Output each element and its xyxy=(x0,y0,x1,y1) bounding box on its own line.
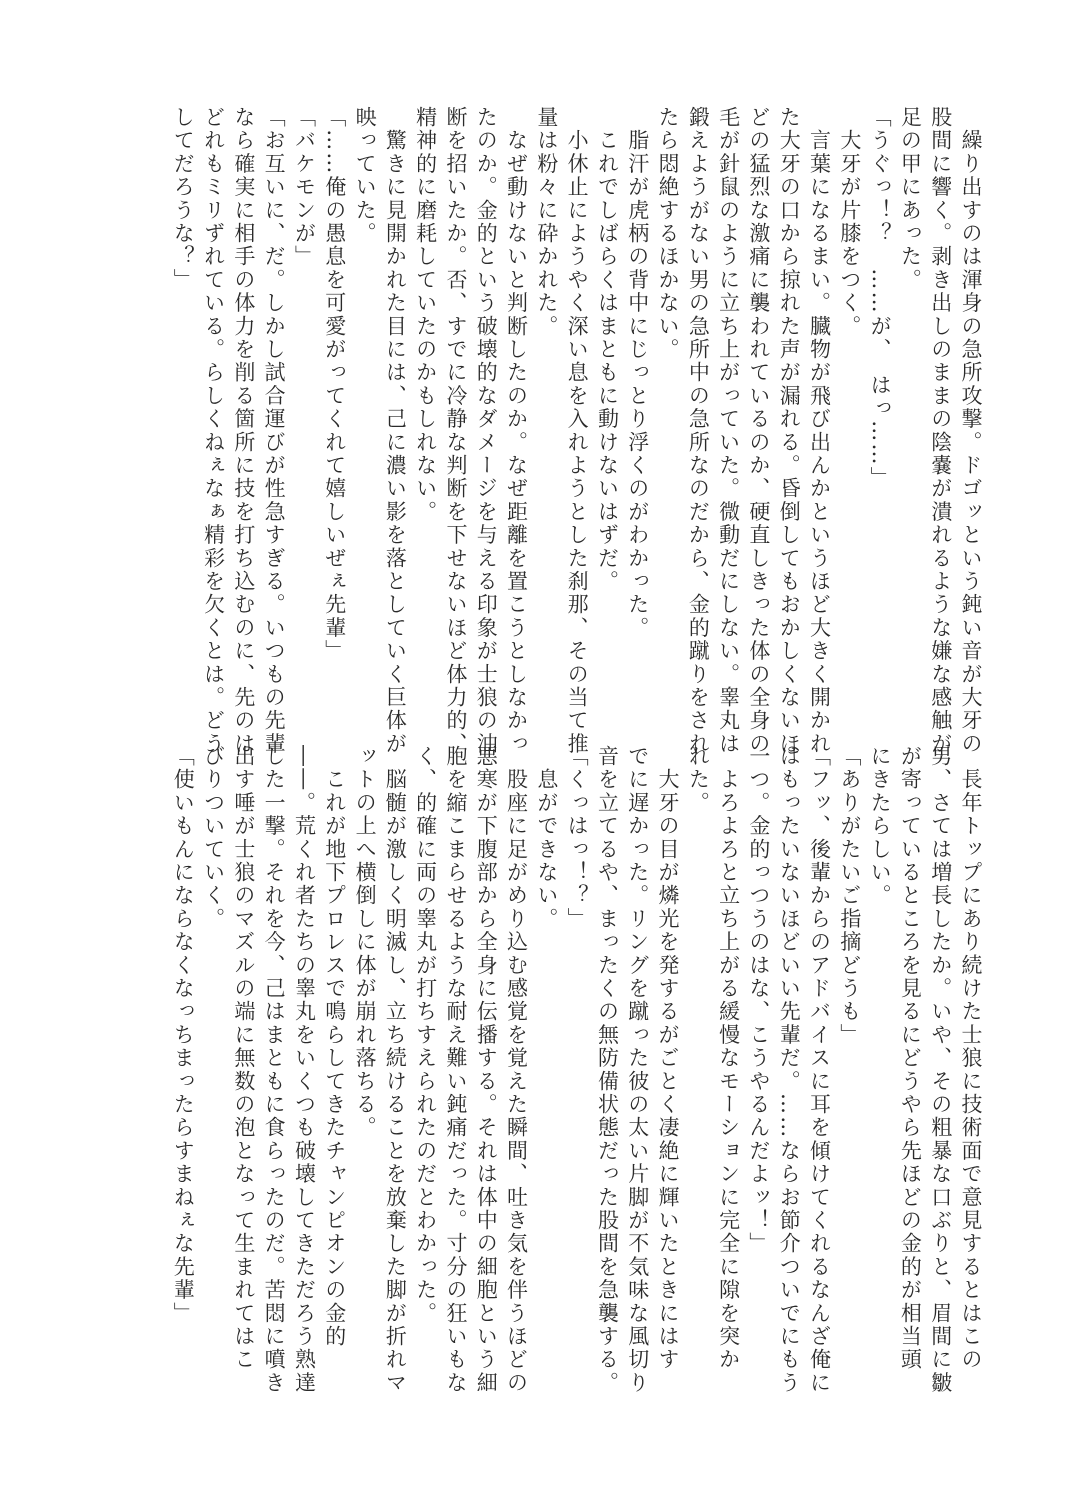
text-line: 一つ。金的っつうのはな、こうやるんだよッ！」 xyxy=(746,745,771,1256)
text-line: にきたらしい。 xyxy=(868,745,893,908)
text-line: 脳髄が激しく明滅し、立ち続けることを放棄した脚が折れマ xyxy=(383,745,408,1395)
text-line: 悪寒が下腹部から全身に伝播する。それは体中の細胞という細 xyxy=(474,745,499,1395)
text-line: 断を招いたか。否、すでに冷静な判断を下せないほど体力的、 xyxy=(443,106,468,756)
text-line: 「くっはっ！？」 xyxy=(565,745,590,931)
text-line: 鍛えようがない男の急所中の急所なのだから、金的蹴りをされ xyxy=(686,106,711,756)
text-line: が寄っているところを見るにどうやら先ほどの金的が相当頭 xyxy=(898,745,923,1372)
text-line: 音を立てるや、まったくの無防備状態だった股間を急襲する。 xyxy=(595,745,620,1395)
text-line: 長年トップにあり続けた士狼に技術面で意見するとはこの xyxy=(959,745,983,1372)
text-block-top xyxy=(168,106,986,756)
text-line: 驚きに見開かれた目には、己に濃い影を落としていく巨体が xyxy=(383,106,408,756)
text-line: よろよろと立ち上がる緩慢なモーションに完全に隙を突か xyxy=(716,745,741,1372)
text-line: 言葉になるまい。臓物が飛び出んかというほど大きく開かれ xyxy=(807,106,832,756)
text-line: 小休止にようやく深い息を入れようとした刹那、その当て推 xyxy=(565,106,590,756)
text-line: なぜ動けないと判断したのか。なぜ距離を置こうとしなかっ xyxy=(504,106,529,756)
text-line: なら確実に相手の体力を削る箇所に技を打ち込むのに、先のは xyxy=(231,106,256,756)
text-line: 映っていた。 xyxy=(353,106,378,246)
text-line: 量は粉々に砕かれた。 xyxy=(534,106,559,338)
text-line: 「バケモンが」 xyxy=(292,106,317,269)
text-line: してだろうな？」 xyxy=(171,106,196,292)
text-line: たのか。金的という破壊的なダメージを与える印象が士狼の油 xyxy=(474,106,499,756)
text-line: した一撃。それを今、己はまともに食らったのだ。苦悶に噴き xyxy=(262,745,287,1395)
text-line: 「うぐっ！？ ……が、 はっ……」 xyxy=(868,106,893,490)
text-line: たら悶絶するほかない。 xyxy=(656,106,681,362)
text-block-bottom xyxy=(168,745,986,1395)
text-line: 繰り出すのは渾身の急所攻撃。ドゴッという鈍い音が大牙の xyxy=(959,106,983,756)
text-line: どれもミリずれている。らしくねぇなぁ精彩を欠くとは。どう xyxy=(201,106,226,756)
text-line: た大牙の口から掠れた声が漏れる。昏倒してもおかしくないほ xyxy=(777,106,802,756)
text-line: 胞を縮こまらせるような耐え難い鈍痛だった。寸分の狂いもな xyxy=(443,745,468,1395)
text-line: でに遅かった。リングを蹴った彼の太い片脚が不気味な風切り xyxy=(625,745,650,1395)
text-line: 脂汗が虎柄の背中にじっとり浮くのがわかった。 xyxy=(625,106,650,640)
text-line: これが地下プロレスで鳴らしてきたチャンピオンの金的 xyxy=(322,745,347,1349)
text-line: 精神的に磨耗していたのかもしれない。 xyxy=(413,106,438,524)
text-line: 大牙の目が燐光を発するがごとく凄絶に輝いたときにはす xyxy=(656,745,681,1372)
text-line: れた。 xyxy=(686,745,711,815)
text-line: 毛が針鼠のように立ち上がっていた。微動だにしない。睾丸は xyxy=(716,106,741,756)
text-line: 「お互いに、だ。しかし試合運びが性急すぎる。いつもの先輩 xyxy=(262,106,287,756)
text-line: 「フッ、後輩からのアドバイスに耳を傾けてくれるなんざ俺に xyxy=(807,745,832,1395)
text-line: 股間に響く。剥き出しのままの陰嚢が潰れるような嫌な感触が xyxy=(928,106,953,756)
text-line: これでしばらくはまともに動けないはずだ。 xyxy=(595,106,620,594)
text-line: はもったいないほどいい先輩だ。……ならお節介ついでにもう xyxy=(777,745,802,1395)
text-line: 男、さては増長したか。いや、その粗暴な口ぶりと、眉間に皺 xyxy=(928,745,953,1395)
text-line: ――。荒くれ者たちの睾丸をいくつも破壊してきただろう熟達 xyxy=(292,745,317,1395)
text-line: どの猛烈な激痛に襲われているのか、硬直しきった体の全身の xyxy=(746,106,771,756)
text-line: 足の甲にあった。 xyxy=(898,106,923,292)
text-line: 「ありがたいご指摘どうも」 xyxy=(837,745,862,1047)
text-line: びりついていく。 xyxy=(201,745,226,931)
text-line: 息ができない。 xyxy=(534,745,559,931)
text-line: 股座に足がめり込む感覚を覚えた瞬間、吐き気を伴うほどの xyxy=(504,745,529,1395)
text-line: 出す唾が士狼のマズルの端に無数の泡となって生まれてはこ xyxy=(231,745,256,1372)
text-line: く、的確に両の睾丸が打ちすえられたのだとわかった。 xyxy=(413,745,438,1325)
text-line: 「……俺の愚息を可愛がってくれて嬉しいぜぇ先輩」 xyxy=(322,106,347,663)
text-line: 大牙が片膝をつく。 xyxy=(837,106,862,338)
text-line: 「使いもんにならなくなっちまったらすまねぇな先輩」 xyxy=(171,745,196,1325)
text-line: ットの上へ横倒しに体が崩れ落ちる。 xyxy=(353,745,378,1140)
